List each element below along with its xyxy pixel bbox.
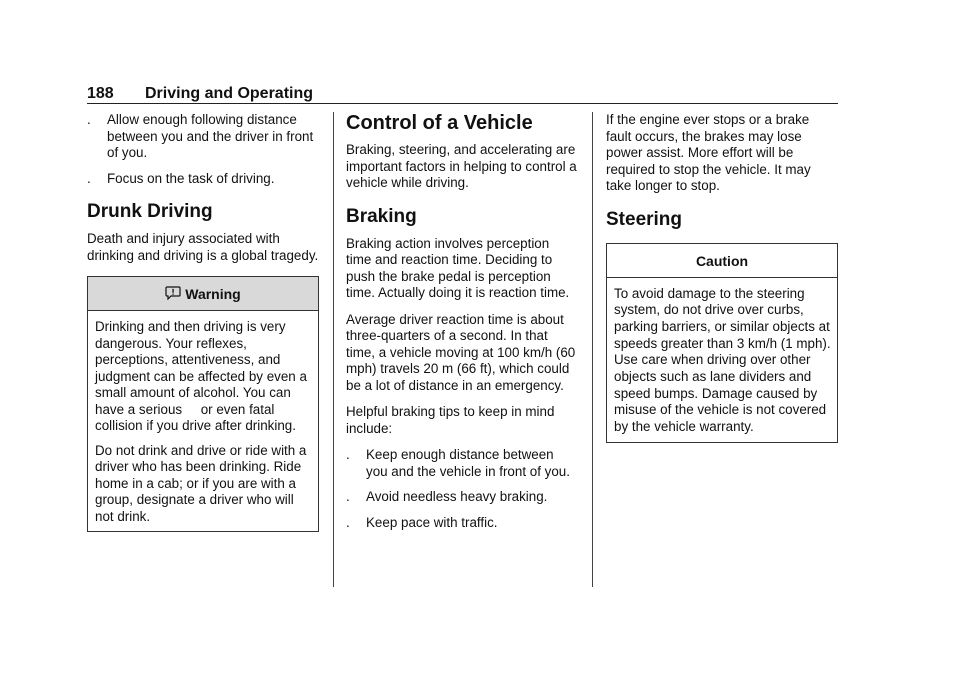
list-item xyxy=(87,171,319,188)
warning-label: Warning xyxy=(185,286,241,302)
steering-heading: Steering xyxy=(606,208,683,230)
engine-paragraph: If the engine ever stops or a brake fault occurs, the brakes may lose power assist. More effort will be required to stop the vehicle. It may take longer to stop. xyxy=(606,112,811,193)
page-number: 188 xyxy=(87,85,114,102)
warning-header xyxy=(88,277,318,311)
control-heading: Control of a Vehicle xyxy=(346,112,533,134)
caution-body xyxy=(607,278,837,442)
column-1 xyxy=(87,112,319,532)
warning-body xyxy=(88,311,318,531)
bullet-text: Keep pace with traffic. xyxy=(366,514,498,530)
header-rule xyxy=(87,103,838,104)
bullet-glyph: . xyxy=(346,489,350,504)
bullet-text: Focus on the task of driving. xyxy=(107,170,275,186)
warning-icon xyxy=(165,286,181,300)
caution-paragraph: To avoid damage to the steering system, do not drive over curbs, parking barriers, or similar objects at speeds greater than 3 km/h (1 mph). Use care when driving over other objects such as lane dividers and speed bumps. Damage caused by misuse of the vehicle is not covered by the vehicle warranty. xyxy=(614,285,831,435)
warning-paragraph: Drinking and then driving is very dangerous. Your reflexes, perceptions, attentiveness, and judgment can be affected by even a small amount of alcohol. You can have a serious or even fatal collision if you drive after drinking. xyxy=(95,319,311,433)
drunk-driving-paragraph: Death and injury associated with drinking and driving is a global tragedy. xyxy=(87,231,319,263)
bullet-text: Keep enough distance between you and the vehicle in front of you. xyxy=(366,447,570,479)
column-3 xyxy=(606,112,838,443)
bullet-glyph: . xyxy=(346,447,350,462)
column-divider xyxy=(592,112,593,587)
caution-box xyxy=(606,243,838,443)
braking-heading: Braking xyxy=(346,205,417,227)
bullet-glyph: . xyxy=(87,112,91,127)
control-paragraph: Braking, steering, and accelerating are important factors in helping to control a vehicle while driving. xyxy=(346,142,577,190)
column-2 xyxy=(346,112,578,540)
list-item xyxy=(346,447,578,480)
bullet-glyph: . xyxy=(346,514,350,530)
warning-box xyxy=(87,276,319,532)
braking-paragraph: Helpful braking tips to keep in mind include: xyxy=(346,404,555,436)
bullet-text: Avoid needless heavy braking. xyxy=(366,489,548,504)
warning-paragraph: Do not drink and drive or ride with a driver who has been drinking. Ride home in a cab; or if you are with a group, designate a driver who will not drink. xyxy=(95,442,307,524)
bullet-text: Allow enough following distance between you and the driver in front of you. xyxy=(107,112,314,160)
bullet-glyph: . xyxy=(87,170,91,186)
caution-header: Caution xyxy=(607,244,837,278)
braking-paragraph: Braking action involves perception time and reaction time. Deciding to push the brake pedal is perception time. Actually doing it is reaction time. xyxy=(346,235,570,300)
section-title: Driving and Operating xyxy=(145,85,314,102)
list-item xyxy=(346,489,578,506)
braking-paragraph: Average driver reaction time is about three-quarters of a second. In that time, a vehicle moving at 100 km/h (60 mph) travels 20 m (66 ft), which could be a lot of distance in an emergency. xyxy=(346,311,576,393)
column-divider xyxy=(333,112,334,587)
list-item xyxy=(346,515,578,532)
list-item xyxy=(87,112,319,162)
page-header xyxy=(87,84,838,104)
drunk-driving-heading: Drunk Driving xyxy=(87,201,213,222)
